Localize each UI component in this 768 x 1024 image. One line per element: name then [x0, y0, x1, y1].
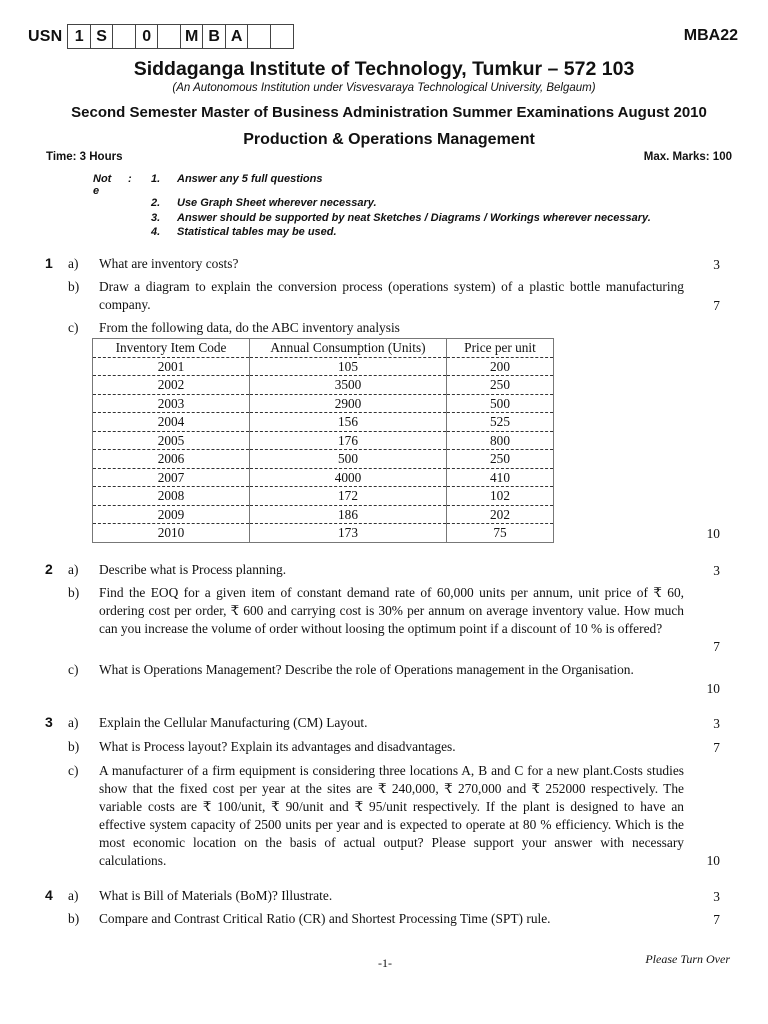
table-row [93, 376, 554, 395]
annual-consumption: 500 [250, 450, 447, 469]
paper-code: MBA22 [683, 27, 738, 44]
question-text: What is Process layout? Explain its advantages and disadvantages. [99, 739, 456, 754]
part-label: a) [68, 256, 79, 271]
price-per-unit: 102 [447, 487, 554, 506]
price-per-unit: 75 [447, 524, 554, 543]
item-code: 2007 [93, 468, 250, 487]
usn-cell: 1 [68, 25, 91, 48]
question-text: Describe what is Process planning. [99, 562, 287, 577]
table-row [93, 524, 554, 543]
part-label: b) [68, 585, 80, 600]
table-row [93, 468, 554, 487]
annual-consumption: 172 [250, 487, 447, 506]
annual-consumption: 176 [250, 431, 447, 450]
question-number: 2 [45, 561, 53, 577]
question-number: 1 [45, 255, 53, 271]
item-code: 2005 [93, 431, 250, 450]
marks-value: 3 [713, 563, 720, 578]
usn-cell [113, 25, 136, 48]
annual-consumption: 4000 [250, 468, 447, 487]
price-per-unit: 250 [447, 376, 554, 395]
question-text: Find the EOQ for a given item of constant demand rate of 60,000 units per annum, unit price of ₹ 60, ordering cost per order, ₹ 600 and carrying cost is 30% per annum on average inventory value. How much can you increase the volume of order without loosing the optimum point if a discount of 10 % is offered? [99, 585, 684, 636]
part-label: a) [68, 715, 79, 730]
note-item: 4. Statistical tables may be used. [151, 226, 337, 238]
question-text: What is Bill of Materials (BoM)? Illustrate. [99, 888, 333, 903]
institution-subtitle: (An Autonomous Institution under Visvesvaraya Technological University, Belgaum) [172, 82, 596, 94]
item-code: 2001 [93, 357, 250, 376]
usn-cell: S [91, 25, 114, 48]
marks-value: 3 [713, 257, 720, 272]
subject-title: Production & Operations Management [243, 131, 535, 148]
usn-cell [248, 25, 271, 48]
price-per-unit: 525 [447, 413, 554, 432]
marks-value: 7 [713, 740, 720, 755]
note-item: 1. Answer any 5 full questions [151, 173, 323, 185]
question-text: Compare and Contrast Critical Ratio (CR) and Shortest Processing Time (SPT) rule. [99, 911, 551, 926]
annual-consumption: 173 [250, 524, 447, 543]
table-row [93, 487, 554, 506]
question-text: A manufacturer of a firm equipment is considering three locations A, B and C for a new plant.Costs studies show that the fixed cost per year at the sites are ₹ 240,000, ₹ 270,000 and ₹ 252000 respectively. The variable costs are ₹ 100/unit, ₹ 90/unit and ₹ 95/unit respectively. If the plant is designed to have an effective system capacity of 2500 units per year and is expected to operate at 80 % efficiency. Which is the most economic location on the basis of actual output? Please support your answer with necessary calculations. [99, 763, 684, 868]
please-turn-over: Please Turn Over [645, 952, 730, 966]
usn-label: USN [28, 27, 63, 45]
question-number: 4 [45, 887, 53, 903]
item-code: 2008 [93, 487, 250, 506]
table-row [93, 505, 554, 524]
item-code: 2002 [93, 376, 250, 395]
part-label: c) [68, 320, 79, 335]
table-row [93, 413, 554, 432]
table-row [93, 357, 554, 376]
usn-cell: A [226, 25, 249, 48]
price-per-unit: 410 [447, 468, 554, 487]
price-per-unit: 800 [447, 431, 554, 450]
abc-inventory-table [92, 338, 554, 543]
part-label: c) [68, 763, 79, 778]
usn-cell: B [203, 25, 226, 48]
item-code: 2009 [93, 505, 250, 524]
usn-boxes [67, 24, 294, 49]
item-code: 2010 [93, 524, 250, 543]
table-row [93, 431, 554, 450]
question-text: From the following data, do the ABC inventory analysis [99, 320, 400, 335]
part-label: b) [68, 279, 80, 294]
table-row [93, 394, 554, 413]
question-number: 3 [45, 714, 53, 730]
note-label: Not e [93, 173, 112, 197]
marks-value: 3 [713, 889, 720, 904]
usn-field [28, 24, 294, 49]
item-code: 2003 [93, 394, 250, 413]
marks-value: 7 [713, 298, 720, 313]
usn-cell [271, 25, 294, 48]
question-text: What are inventory costs? [99, 256, 239, 271]
annual-consumption: 186 [250, 505, 447, 524]
price-per-unit: 202 [447, 505, 554, 524]
annual-consumption: 156 [250, 413, 447, 432]
question-text: What is Operations Management? Describe the role of Operations management in the Organisation. [99, 662, 634, 677]
question-text: Explain the Cellular Manufacturing (CM) Layout. [99, 715, 368, 730]
marks-value: 7 [713, 639, 720, 654]
marks-value: 10 [706, 526, 720, 541]
exam-title: Second Semester Master of Business Administration Summer Examinations August 2010 [71, 104, 707, 121]
note-item: 3. Answer should be supported by neat Sketches / Diagrams / Workings wherever necessary. [151, 212, 651, 224]
item-code: 2004 [93, 413, 250, 432]
price-per-unit: 250 [447, 450, 554, 469]
annual-consumption: 105 [250, 357, 447, 376]
item-code: 2006 [93, 450, 250, 469]
part-label: a) [68, 562, 79, 577]
time-duration: Time: 3 Hours [46, 151, 123, 163]
column-header: Annual Consumption (Units) [250, 339, 447, 358]
part-label: a) [68, 888, 79, 903]
price-per-unit: 500 [447, 394, 554, 413]
table-header-row [93, 339, 554, 358]
part-label: b) [68, 911, 80, 926]
annual-consumption: 2900 [250, 394, 447, 413]
part-label: b) [68, 739, 80, 754]
annual-consumption: 3500 [250, 376, 447, 395]
note-item: 2. Use Graph Sheet wherever necessary. [151, 197, 377, 209]
max-marks: Max. Marks: 100 [643, 151, 732, 163]
column-header: Price per unit [447, 339, 554, 358]
note-colon: : [128, 173, 132, 185]
price-per-unit: 200 [447, 357, 554, 376]
column-header: Inventory Item Code [93, 339, 250, 358]
page-number: -1- [378, 956, 392, 970]
table-row [93, 450, 554, 469]
marks-value: 7 [713, 912, 720, 927]
usn-cell: M [181, 25, 204, 48]
usn-cell [158, 25, 181, 48]
marks-value: 10 [706, 853, 720, 868]
usn-cell: 0 [136, 25, 159, 48]
question-text: Draw a diagram to explain the conversion process (operations system) of a plastic bottle manufacturing company. [99, 279, 684, 312]
marks-value: 10 [706, 681, 720, 696]
institution-title: Siddaganga Institute of Technology, Tumkur – 572 103 [133, 58, 635, 80]
marks-value: 3 [713, 716, 720, 731]
part-label: c) [68, 662, 79, 677]
